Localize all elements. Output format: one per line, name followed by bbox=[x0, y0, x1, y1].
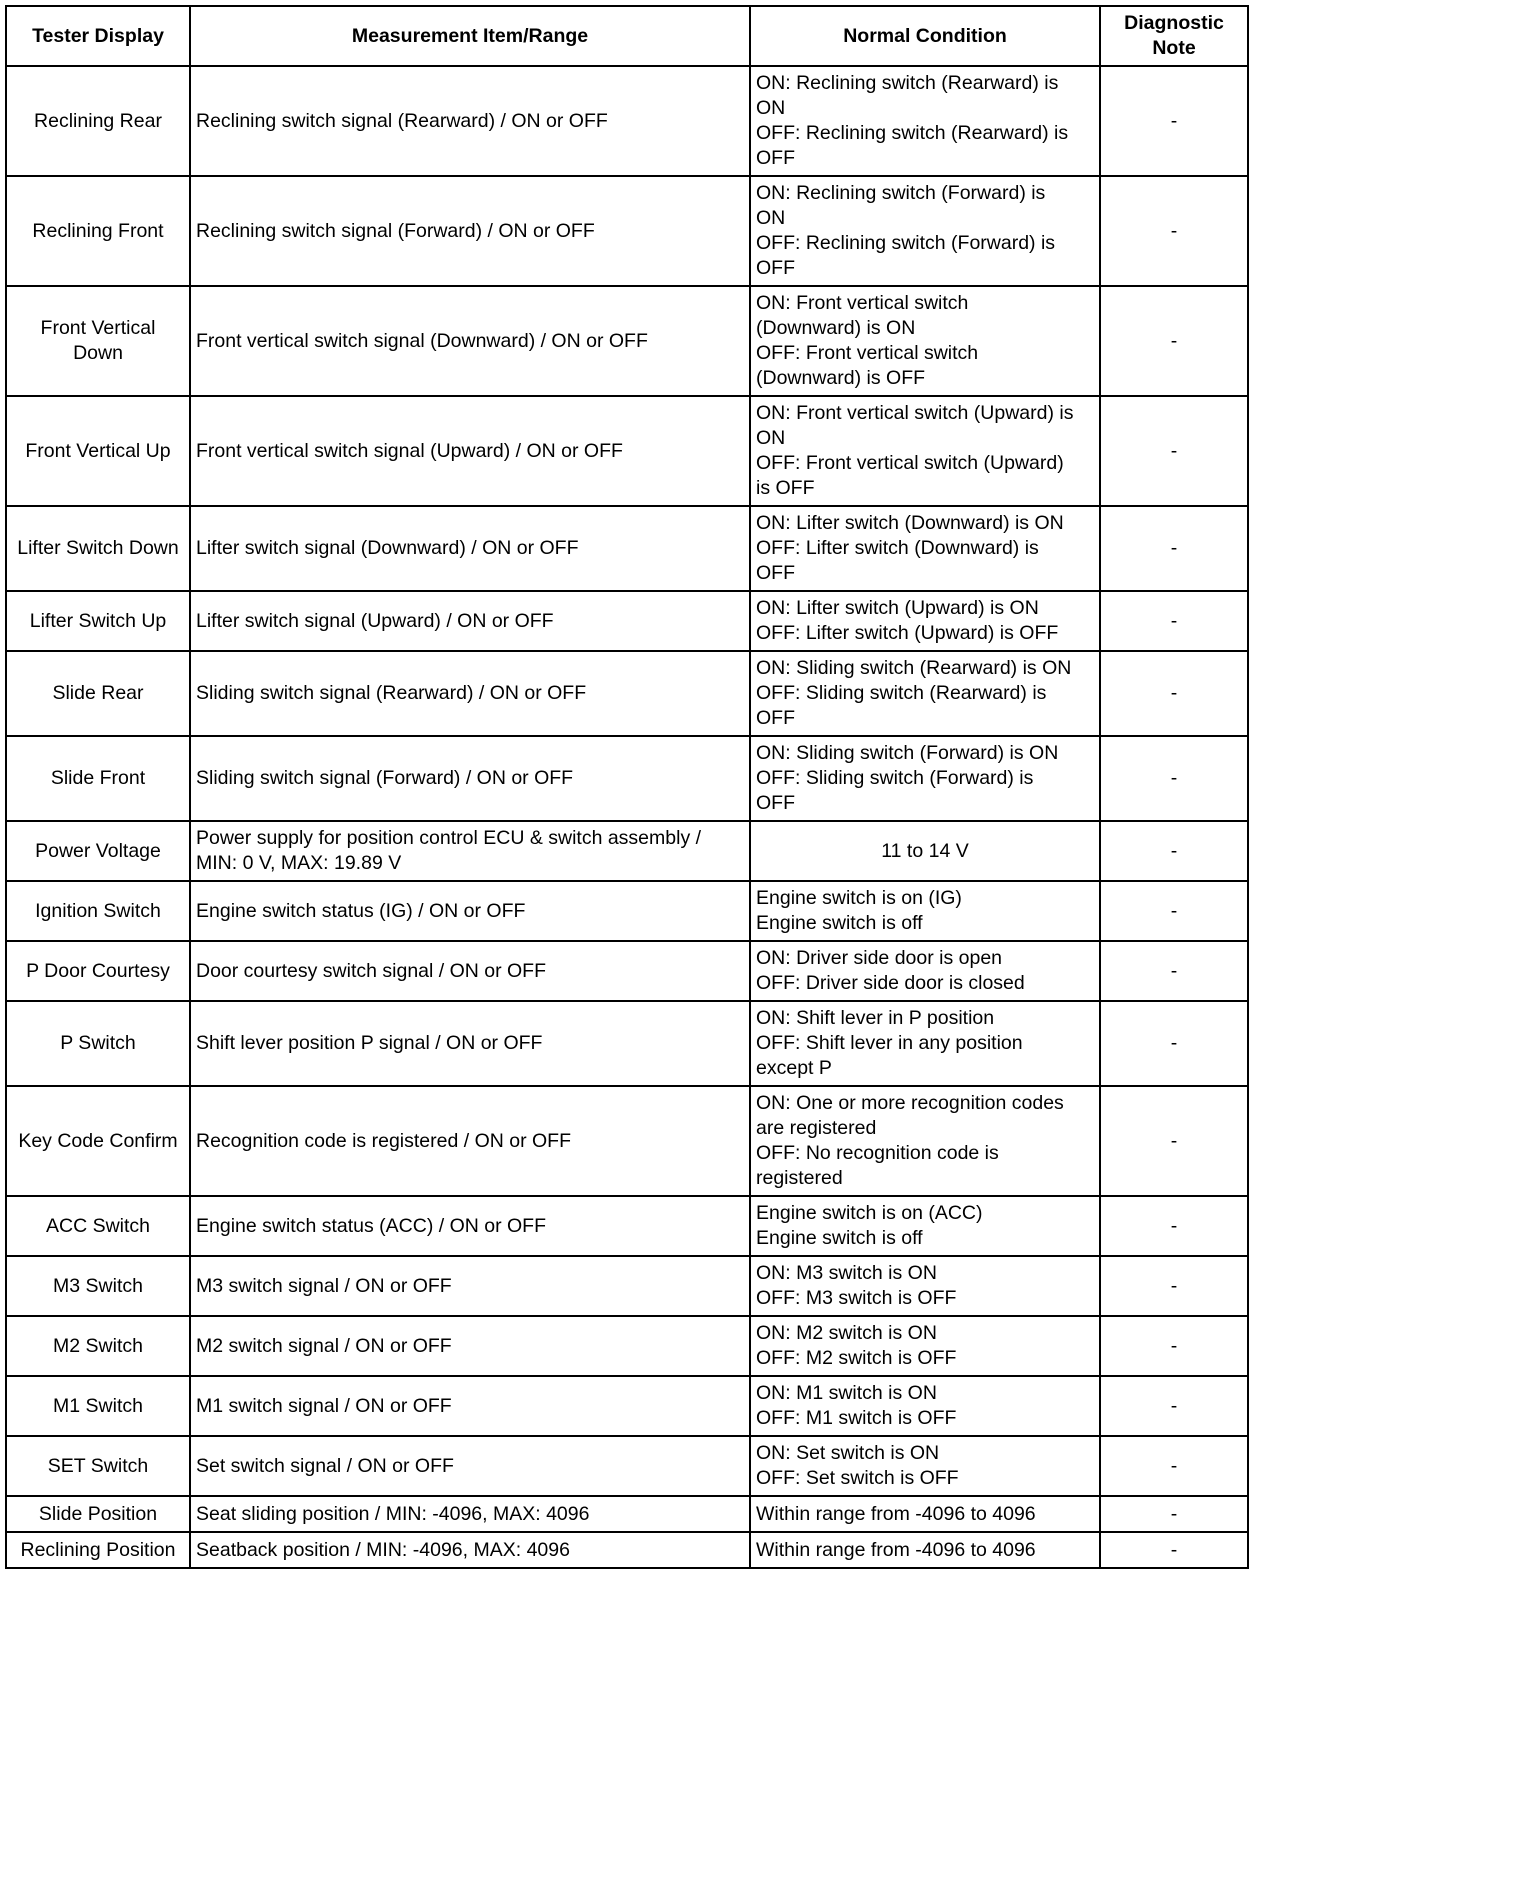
tester-display-cell: Front Vertical Up bbox=[6, 396, 190, 506]
diagnostic-note-cell: - bbox=[1100, 1256, 1248, 1316]
tester-display-cell: P Door Courtesy bbox=[6, 941, 190, 1001]
diagnostic-note-cell: - bbox=[1100, 396, 1248, 506]
measurement-item-cell: Front vertical switch signal (Upward) / ON or OFF bbox=[190, 396, 750, 506]
table-row bbox=[6, 1086, 1248, 1196]
diagnostic-note-cell: - bbox=[1100, 506, 1248, 591]
normal-condition-cell: 11 to 14 V bbox=[750, 821, 1100, 881]
measurement-item-cell: Lifter switch signal (Downward) / ON or OFF bbox=[190, 506, 750, 591]
measurement-item-cell: Power supply for position control ECU & switch assembly / MIN: 0 V, MAX: 19.89 V bbox=[190, 821, 750, 881]
tester-display-cell: Slide Position bbox=[6, 1496, 190, 1532]
table-row bbox=[6, 941, 1248, 1001]
header-tester-display: Tester Display bbox=[6, 6, 190, 66]
diagnostic-note-cell: - bbox=[1100, 1376, 1248, 1436]
measurement-item-cell: M2 switch signal / ON or OFF bbox=[190, 1316, 750, 1376]
normal-condition-cell: ON: Lifter switch (Upward) is ON OFF: Lifter switch (Upward) is OFF bbox=[750, 591, 1100, 651]
table-row bbox=[6, 821, 1248, 881]
table-row bbox=[6, 286, 1248, 396]
normal-condition-cell: Within range from -4096 to 4096 bbox=[750, 1532, 1100, 1568]
normal-condition-cell: ON: Driver side door is open OFF: Driver side door is closed bbox=[750, 941, 1100, 1001]
measurement-item-cell: Reclining switch signal (Forward) / ON or OFF bbox=[190, 176, 750, 286]
measurement-item-cell: Seatback position / MIN: -4096, MAX: 4096 bbox=[190, 1532, 750, 1568]
normal-condition-cell: ON: Front vertical switch (Upward) is ON OFF: Front vertical switch (Upward) is OFF bbox=[750, 396, 1100, 506]
table-row bbox=[6, 396, 1248, 506]
tester-display-cell: ACC Switch bbox=[6, 1196, 190, 1256]
diagnostic-note-cell: - bbox=[1100, 736, 1248, 821]
measurement-item-cell: M1 switch signal / ON or OFF bbox=[190, 1376, 750, 1436]
table-row bbox=[6, 506, 1248, 591]
table-row bbox=[6, 176, 1248, 286]
diagnostic-note-cell: - bbox=[1100, 1086, 1248, 1196]
normal-condition-cell: ON: Reclining switch (Rearward) is ON OFF: Reclining switch (Rearward) is OFF bbox=[750, 66, 1100, 176]
tester-display-cell: Lifter Switch Down bbox=[6, 506, 190, 591]
diagnostic-note-cell: - bbox=[1100, 176, 1248, 286]
measurement-item-cell: Engine switch status (ACC) / ON or OFF bbox=[190, 1196, 750, 1256]
measurement-item-cell: Sliding switch signal (Forward) / ON or OFF bbox=[190, 736, 750, 821]
diagnostic-note-cell: - bbox=[1100, 941, 1248, 1001]
measurement-item-cell: Seat sliding position / MIN: -4096, MAX: 4096 bbox=[190, 1496, 750, 1532]
diagnostic-note-cell: - bbox=[1100, 286, 1248, 396]
tester-display-cell: Ignition Switch bbox=[6, 881, 190, 941]
table-row bbox=[6, 736, 1248, 821]
diagnostic-note-cell: - bbox=[1100, 591, 1248, 651]
diagnostic-note-cell: - bbox=[1100, 821, 1248, 881]
measurement-item-cell: Front vertical switch signal (Downward) / ON or OFF bbox=[190, 286, 750, 396]
normal-condition-cell: ON: M1 switch is ON OFF: M1 switch is OFF bbox=[750, 1376, 1100, 1436]
diagnostic-note-cell: - bbox=[1100, 1001, 1248, 1086]
tester-display-cell: M1 Switch bbox=[6, 1376, 190, 1436]
normal-condition-cell: ON: Sliding switch (Forward) is ON OFF: Sliding switch (Forward) is OFF bbox=[750, 736, 1100, 821]
header-row bbox=[6, 6, 1248, 66]
tester-display-cell: Reclining Position bbox=[6, 1532, 190, 1568]
table-row bbox=[6, 1256, 1248, 1316]
data-list-table bbox=[5, 5, 1249, 1569]
measurement-item-cell: Reclining switch signal (Rearward) / ON or OFF bbox=[190, 66, 750, 176]
measurement-item-cell: Sliding switch signal (Rearward) / ON or OFF bbox=[190, 651, 750, 736]
diagnostic-note-cell: - bbox=[1100, 66, 1248, 176]
header-diagnostic-note: Diagnostic Note bbox=[1100, 6, 1248, 66]
diagnostic-note-cell: - bbox=[1100, 1496, 1248, 1532]
normal-condition-cell: ON: One or more recognition codes are registered OFF: No recognition code is registered bbox=[750, 1086, 1100, 1196]
measurement-item-cell: Set switch signal / ON or OFF bbox=[190, 1436, 750, 1496]
table-row bbox=[6, 881, 1248, 941]
normal-condition-cell: ON: Set switch is ON OFF: Set switch is OFF bbox=[750, 1436, 1100, 1496]
diagnostic-note-cell: - bbox=[1100, 1436, 1248, 1496]
tester-display-cell: Slide Rear bbox=[6, 651, 190, 736]
measurement-item-cell: Recognition code is registered / ON or OFF bbox=[190, 1086, 750, 1196]
tester-display-cell: Slide Front bbox=[6, 736, 190, 821]
tester-display-cell: Reclining Front bbox=[6, 176, 190, 286]
normal-condition-cell: ON: M3 switch is ON OFF: M3 switch is OFF bbox=[750, 1256, 1100, 1316]
table-row bbox=[6, 651, 1248, 736]
normal-condition-cell: ON: M2 switch is ON OFF: M2 switch is OFF bbox=[750, 1316, 1100, 1376]
table-row bbox=[6, 1376, 1248, 1436]
measurement-item-cell: Door courtesy switch signal / ON or OFF bbox=[190, 941, 750, 1001]
normal-condition-cell: ON: Sliding switch (Rearward) is ON OFF: Sliding switch (Rearward) is OFF bbox=[750, 651, 1100, 736]
diagnostic-note-cell: - bbox=[1100, 881, 1248, 941]
header-measurement-item: Measurement Item/Range bbox=[190, 6, 750, 66]
normal-condition-cell: ON: Reclining switch (Forward) is ON OFF: Reclining switch (Forward) is OFF bbox=[750, 176, 1100, 286]
tester-display-cell: Power Voltage bbox=[6, 821, 190, 881]
normal-condition-cell: Within range from -4096 to 4096 bbox=[750, 1496, 1100, 1532]
tester-display-cell: P Switch bbox=[6, 1001, 190, 1086]
measurement-item-cell: M3 switch signal / ON or OFF bbox=[190, 1256, 750, 1316]
normal-condition-cell: ON: Lifter switch (Downward) is ON OFF: Lifter switch (Downward) is OFF bbox=[750, 506, 1100, 591]
table-row bbox=[6, 1001, 1248, 1086]
tester-display-cell: M3 Switch bbox=[6, 1256, 190, 1316]
table-row bbox=[6, 1496, 1248, 1532]
table-row bbox=[6, 1196, 1248, 1256]
normal-condition-cell: Engine switch is on (ACC) Engine switch is off bbox=[750, 1196, 1100, 1256]
measurement-item-cell: Engine switch status (IG) / ON or OFF bbox=[190, 881, 750, 941]
diagnostic-note-cell: - bbox=[1100, 1532, 1248, 1568]
tester-display-cell: Lifter Switch Up bbox=[6, 591, 190, 651]
diagnostic-note-cell: - bbox=[1100, 1316, 1248, 1376]
tester-display-cell: SET Switch bbox=[6, 1436, 190, 1496]
table-row bbox=[6, 591, 1248, 651]
normal-condition-cell: ON: Shift lever in P position OFF: Shift lever in any position except P bbox=[750, 1001, 1100, 1086]
tester-display-cell: Reclining Rear bbox=[6, 66, 190, 176]
table-row bbox=[6, 1436, 1248, 1496]
measurement-item-cell: Shift lever position P signal / ON or OFF bbox=[190, 1001, 750, 1086]
table-row bbox=[6, 66, 1248, 176]
measurement-item-cell: Lifter switch signal (Upward) / ON or OFF bbox=[190, 591, 750, 651]
diagnostic-note-cell: - bbox=[1100, 1196, 1248, 1256]
normal-condition-cell: ON: Front vertical switch (Downward) is ON OFF: Front vertical switch (Downward) is OFF bbox=[750, 286, 1100, 396]
table-row bbox=[6, 1532, 1248, 1568]
tester-display-cell: M2 Switch bbox=[6, 1316, 190, 1376]
header-normal-condition: Normal Condition bbox=[750, 6, 1100, 66]
tester-display-cell: Front Vertical Down bbox=[6, 286, 190, 396]
table-row bbox=[6, 1316, 1248, 1376]
tester-display-cell: Key Code Confirm bbox=[6, 1086, 190, 1196]
diagnostic-note-cell: - bbox=[1100, 651, 1248, 736]
normal-condition-cell: Engine switch is on (IG) Engine switch is off bbox=[750, 881, 1100, 941]
